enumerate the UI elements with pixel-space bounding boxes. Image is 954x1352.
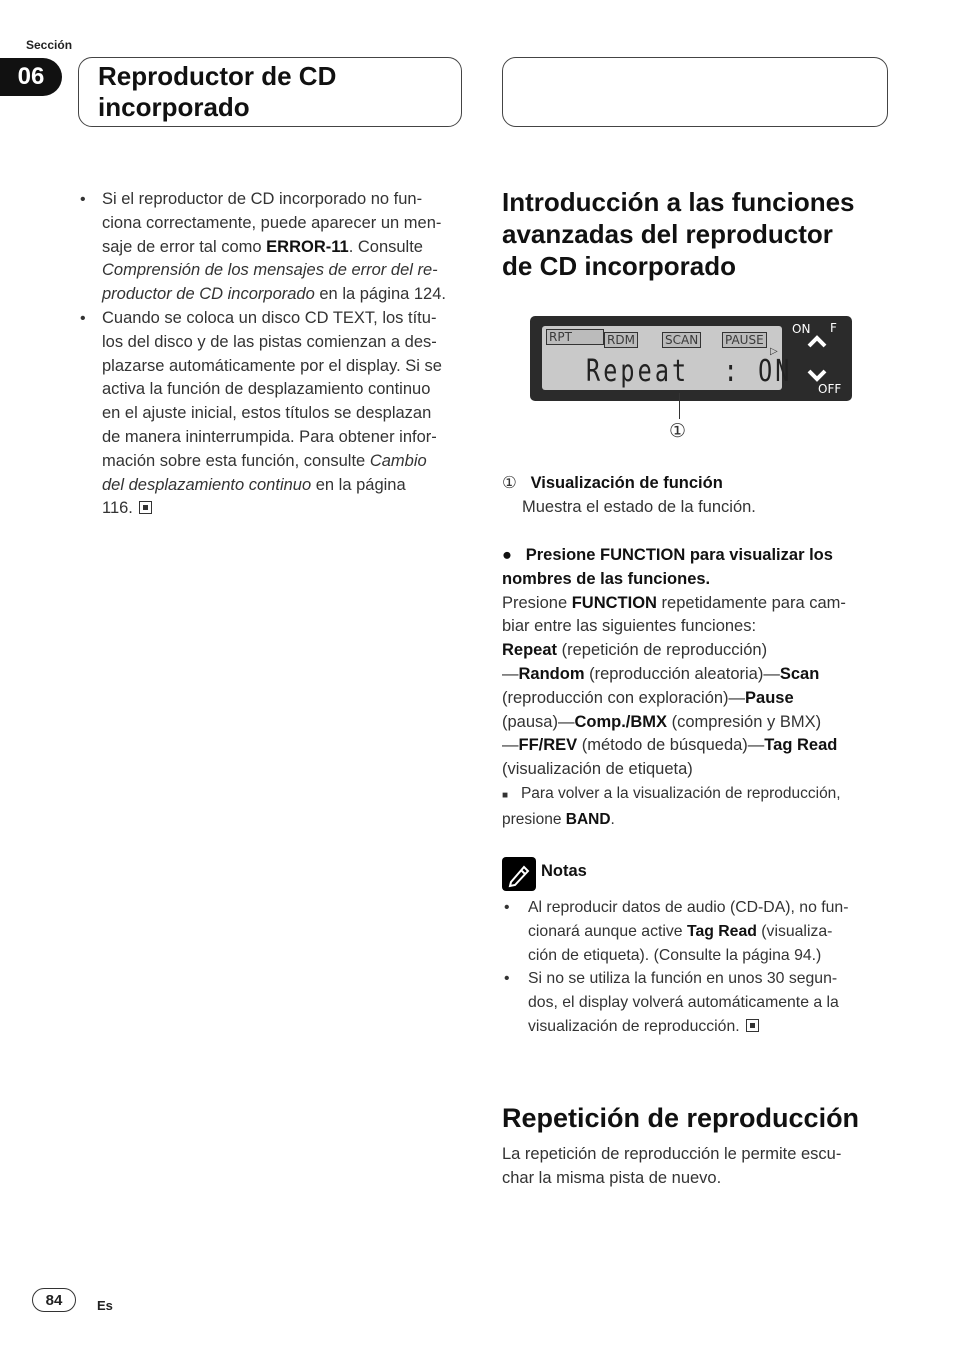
bullet-dot: •: [80, 191, 86, 208]
chapter-title-line1: Reproductor de CD: [98, 61, 337, 91]
intro-heading-line1: Introducción a las funciones: [502, 187, 855, 217]
text-line: Comprensión de los mensajes de error del re-: [102, 261, 438, 280]
off-label: OFF: [818, 382, 842, 396]
section-label: Sección: [26, 38, 73, 52]
callout-line: [679, 393, 680, 419]
text-line: 116.: [102, 497, 464, 521]
text-line: cionará aunque active Tag Read (visualiza-: [528, 922, 833, 940]
note-item-1: [528, 896, 898, 967]
repeat-heading: Repetición de reproducción: [502, 1103, 860, 1133]
end-mark-icon: [746, 1019, 759, 1032]
text-line: plazarse automáticamente por el display. Si se: [102, 356, 442, 375]
end-mark-icon: [139, 501, 152, 514]
rpt-label: RPT: [546, 329, 604, 345]
text-line: activa la función de desplazamiento continuo: [102, 380, 431, 399]
text-line: Si el reproductor de CD incorporado no fun-: [102, 190, 423, 208]
text-line: biar entre las siguientes funciones:: [502, 617, 757, 636]
chapter-title: [98, 61, 336, 123]
text-line: de manera ininterrumpida. Para obtener infor-: [102, 427, 437, 446]
lcd-screen: [542, 326, 793, 390]
bullet-dot: •: [80, 310, 86, 327]
intro-heading-line2: avanzadas del reproductor: [502, 219, 833, 249]
error-code: ERROR-11: [266, 237, 349, 256]
text-line: Presione FUNCTION repetidamente para cam-: [502, 593, 846, 612]
text-line: mación sobre esta función, consulte Cambio: [102, 451, 427, 470]
bullet-dot: •: [504, 970, 510, 987]
text-line: —Random (reproducción aleatoria)—Scan: [502, 664, 820, 683]
page-number: 84: [32, 1288, 76, 1312]
text-line: (pausa)—Comp./BMX (compresión y BMX): [502, 712, 822, 731]
caption-description: Muestra el estado de la función.: [522, 497, 756, 516]
text-line: Al reproducir datos de audio (CD-DA), no fun-: [528, 899, 849, 916]
chevron-up-icon: [806, 333, 828, 349]
step-note: ■ Para volver a la visualización de reproducción,: [502, 784, 841, 802]
intro-heading-line3: de CD incorporado: [502, 251, 737, 281]
caption-number: ①: [502, 474, 517, 492]
intro-heading: [502, 186, 902, 282]
notes-title: Notas: [541, 862, 587, 880]
text-line: productor de CD incorporado en la página 124.: [102, 285, 446, 304]
text-line: (reproducción con exploración)—Pause: [502, 688, 794, 707]
step-heading-line2: nombres de las funciones.: [502, 569, 711, 588]
section-number-tab: 06: [0, 58, 62, 96]
pause-label: PAUSE: [722, 332, 767, 348]
text-line: Cuando se coloca un disco CD TEXT, los títu-: [102, 309, 437, 327]
step-bullet: ●: [502, 546, 512, 564]
bullet-cd-text: [102, 307, 464, 521]
function-step: [502, 544, 890, 832]
rdm-label: RDM: [604, 332, 638, 348]
text-line: del desplazamiento continuo en la página: [102, 475, 406, 494]
text-line: (visualización de etiqueta): [502, 760, 693, 779]
display-illustration: [530, 316, 852, 401]
language-code: Es: [97, 1298, 113, 1313]
callout-number: ①: [669, 421, 687, 442]
text-line: La repetición de reproducción le permite escu-: [502, 1145, 842, 1163]
caption-title: Visualización de función: [530, 474, 723, 492]
text-line: ción de etiqueta). (Consulte la página 94.): [528, 946, 822, 964]
pencil-icon: [502, 857, 536, 891]
on-label: ON: [792, 322, 811, 336]
chapter-title-line2: incorporado: [98, 92, 250, 122]
note-item-2: [528, 967, 898, 1038]
scan-label: SCAN: [662, 332, 701, 348]
chevron-down-icon: [806, 368, 828, 382]
function-caption: [502, 472, 890, 520]
text-line: en el ajuste inicial, estos títulos se desplazan: [102, 404, 432, 423]
lcd-text: Repeat : ON: [586, 354, 793, 389]
text-line: dos, el display volverá automáticamente a la: [528, 993, 839, 1011]
repeat-description: [502, 1143, 890, 1191]
empty-header-box: [502, 57, 888, 127]
f-label: F: [830, 321, 837, 335]
step-heading-line1: Presione FUNCTION para visualizar los: [525, 546, 833, 564]
play-triangle-icon: ▷: [770, 346, 778, 357]
bullet-dot: •: [504, 899, 510, 916]
square-bullet-icon: ■: [502, 789, 509, 801]
text-line: Si no se utiliza la función en unos 30 segun-: [528, 970, 838, 987]
step-note-line2: presione BAND.: [502, 810, 615, 828]
text-line: Repeat (repetición de reproducción): [502, 641, 768, 660]
text-line: ciona correctamente, puede aparecer un men-: [102, 213, 442, 232]
text-line: saje de error tal como ERROR-11. Consulte: [102, 237, 423, 256]
bullet-error-info: [102, 188, 464, 307]
text-line: los del disco y de las pistas comienzan a des-: [102, 332, 437, 351]
text-line: —FF/REV (método de búsqueda)—Tag Read: [502, 736, 838, 755]
text-line: char la misma pista de nuevo.: [502, 1168, 722, 1187]
text-line: visualización de reproducción.: [528, 1015, 898, 1039]
